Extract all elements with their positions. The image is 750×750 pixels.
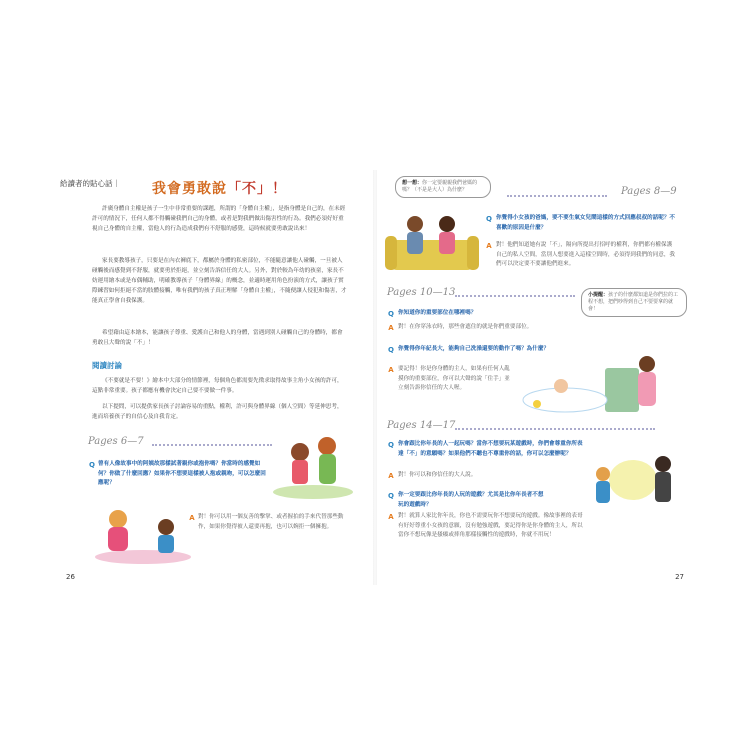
- question-6: [398, 491, 548, 510]
- discussion-paragraph-1: 《不要就是不要！》繪本中大部分的情節裡，每個角色都需要先徵求取得故事主角小女孩的許可，這點非常重要。孩子都應有機會決定自己要不要做一件事。: [92, 378, 343, 394]
- answer-2: [496, 241, 676, 270]
- a-badge-icon: A: [388, 472, 394, 480]
- think-bubble-text: 你一定要親親我們爸媽的嗎？（不是是大人）為什麼？: [402, 180, 478, 193]
- answer-3-text: 對！在你穿泳衣時，那些會遮住的就是你們重要部位。: [398, 324, 533, 330]
- answer-1: [198, 513, 353, 532]
- bath-illustration: [517, 350, 677, 420]
- answer-4-text: 要記得！你是你身體的主人，如果有任何人亂摸你的重要部位，你可以大聲的說「住手」並立刻告訴你信任的大人喔。: [398, 366, 510, 391]
- reminder-bubble: [581, 288, 687, 317]
- page-title: [152, 178, 287, 198]
- dotted-divider: [455, 428, 655, 430]
- pages-heading-6-7: Pages 6—7: [88, 436, 144, 447]
- corner-label: 給讀者的貼心話｜: [60, 179, 120, 188]
- book-gutter: [373, 170, 377, 585]
- a-badge-icon: A: [388, 513, 394, 521]
- reminder-bubble-text: 孩子的什麼都知道是你們拉的工程不想，把們吵得到自己不要要拿的就會！: [588, 292, 679, 312]
- intro-paragraph-2: 家長要教導孩子，只要是在內衣褲底下，都屬於身體的私密部位，不能隨意讓他人碰觸，一旦被人碰觸後而感覺到不舒服，就要勇於拒絕，並立刻告訴信任的大人。另外，對於較為年幼的孩童，家長不妨運用繪本或是布偶輔助，明確教導孩子「身體界線」的概念，並適時運用角色扮演的方式，讓孩子實際練習如何拒絕不當的肢體接觸，唯有我們的孩子真正理解「身體自主權」，不隨便讓人侵犯和傷害，才能真正學會自我保護。: [92, 258, 347, 304]
- hug-illustration: [265, 432, 360, 500]
- question-1-text: 曾有人像故事中的阿姨故那樣試著親你或抱你嗎？你當時的感覺如何？你做了什麼回應？如果你不想要這樣被人抱或親吻，可以怎麼回應呢？: [98, 461, 266, 486]
- a-badge-icon: A: [189, 514, 195, 522]
- reminder-bubble-label: 小提醒：: [588, 292, 609, 298]
- title-prefix: 我會勇敢說: [152, 181, 227, 197]
- a-badge-icon: A: [388, 324, 394, 332]
- answer-4: [398, 365, 513, 394]
- think-bubble-label: 想一想：: [402, 180, 423, 186]
- question-1: [98, 460, 268, 489]
- dotted-divider: [152, 444, 272, 446]
- answer-2-text: 對！他們知道她有說「不」，隔向所提出打招呼的權利，你們都有權保護自己的私人空間，當別人想要進入這樣空間時，必須得到我們的同意，我們可以決定要不要讓他們進來。: [496, 242, 676, 267]
- question-3-text: 你知道你的重要部位在哪裡嗎？: [398, 310, 477, 316]
- a-badge-icon: A: [486, 242, 492, 250]
- pages-heading-10-13: Pages 10—13: [387, 287, 456, 298]
- question-3: [398, 309, 588, 319]
- answer-6-text: 對！就算人家比你年長，你也不需要玩你不想要玩的遊戲。像故事裡的表哥有好好尊重小女孩的意願，沒有勉強遊戲，要記得你是你身體的主人，所以當你不想玩像是搔癢或摔角那樣接觸性的遊戲時，你就不用玩！: [398, 513, 583, 538]
- pages-heading-14-17: Pages 14—17: [387, 420, 456, 431]
- q-badge-icon: Q: [388, 441, 394, 449]
- discussion-paragraph-2: 以下提問，可以提供家長孩子討論容易的重點，權利，許可與身體界線（個人空間）等延伸思考，進而培養孩子的自信心及自我肯定。: [92, 404, 343, 420]
- q-badge-icon: Q: [486, 215, 492, 223]
- high-five-illustration: [88, 505, 198, 565]
- q-badge-icon: Q: [388, 310, 394, 318]
- answer-5: [398, 471, 588, 481]
- question-2-text: 你覺得小女孩的爸媽，要不要生氣女兒鬧這樣的方式回應叔叔的話呢？不喜歡的原因是什麼？: [496, 215, 676, 231]
- think-bubble: [395, 176, 491, 198]
- question-4-text: 你覺得你年紀長大，能夠自己洗澡還要的動作了嗎？為什麼？: [398, 346, 550, 352]
- pages-heading-8-9: Pages 8—9: [621, 186, 677, 197]
- question-6-text: 你一定要跟比你年長的人玩的遊戲？尤其是比你年長者不想玩的遊戲時？: [398, 492, 544, 508]
- intro-paragraph-3: 希望藉由這本繪本，能讓孩子尊重、愛護自己和他人的身體，當遇到別人碰觸自己的身體時，都會勇敢且大聲的說「不」！: [92, 330, 343, 346]
- dotted-divider: [455, 295, 575, 297]
- answer-6: [398, 512, 583, 541]
- sofa-illustration: [385, 210, 480, 280]
- answer-1-text: 對！你可以用一個友善的擊掌、或者握拍的手來代替那些動作，如果你覺得被人還要再抱，也可以婉拒一個擁抱。: [198, 514, 344, 530]
- right-page: [385, 170, 690, 585]
- intro-paragraph-1: 許廣身體自主權是孩子一生中非常重要的課題，所謂的「身體自主權」，是指身體是自己的，在未經許可的情況下，任何人都不得觸碰我們自己的身體，或者是對我們做出傷害性的行為。我們必須好好重視自己身體的自主權，當他人的行為造成我們有不舒服的感覺，這時候就要勇敢說出來！: [92, 206, 346, 232]
- page-number-left: 26: [66, 573, 75, 581]
- answer-5-text: 對！你可以和你信任的大人說。: [398, 472, 477, 478]
- answer-3: [398, 323, 588, 333]
- dotted-divider: [507, 195, 607, 197]
- question-5-text: 你會跟比你年長的人一起玩嗎？當你不想要玩某遊戲時，你們會尊重你所表達「不」的意願嗎？如果他們不聽也不尊重你的話，你可以怎麼辦呢？: [398, 441, 583, 457]
- section-heading: 閱讀討論: [92, 361, 122, 370]
- book-spread: [60, 170, 690, 585]
- question-2: [496, 214, 676, 233]
- question-5: [398, 440, 588, 459]
- a-badge-icon: A: [388, 366, 394, 374]
- left-page: [60, 170, 365, 585]
- q-badge-icon: Q: [388, 492, 394, 500]
- page-number-right: 27: [675, 573, 684, 581]
- title-quote: 「不」！: [227, 181, 287, 197]
- q-badge-icon: Q: [89, 461, 95, 469]
- q-badge-icon: Q: [388, 346, 394, 354]
- kids-playing-illustration: [585, 450, 685, 520]
